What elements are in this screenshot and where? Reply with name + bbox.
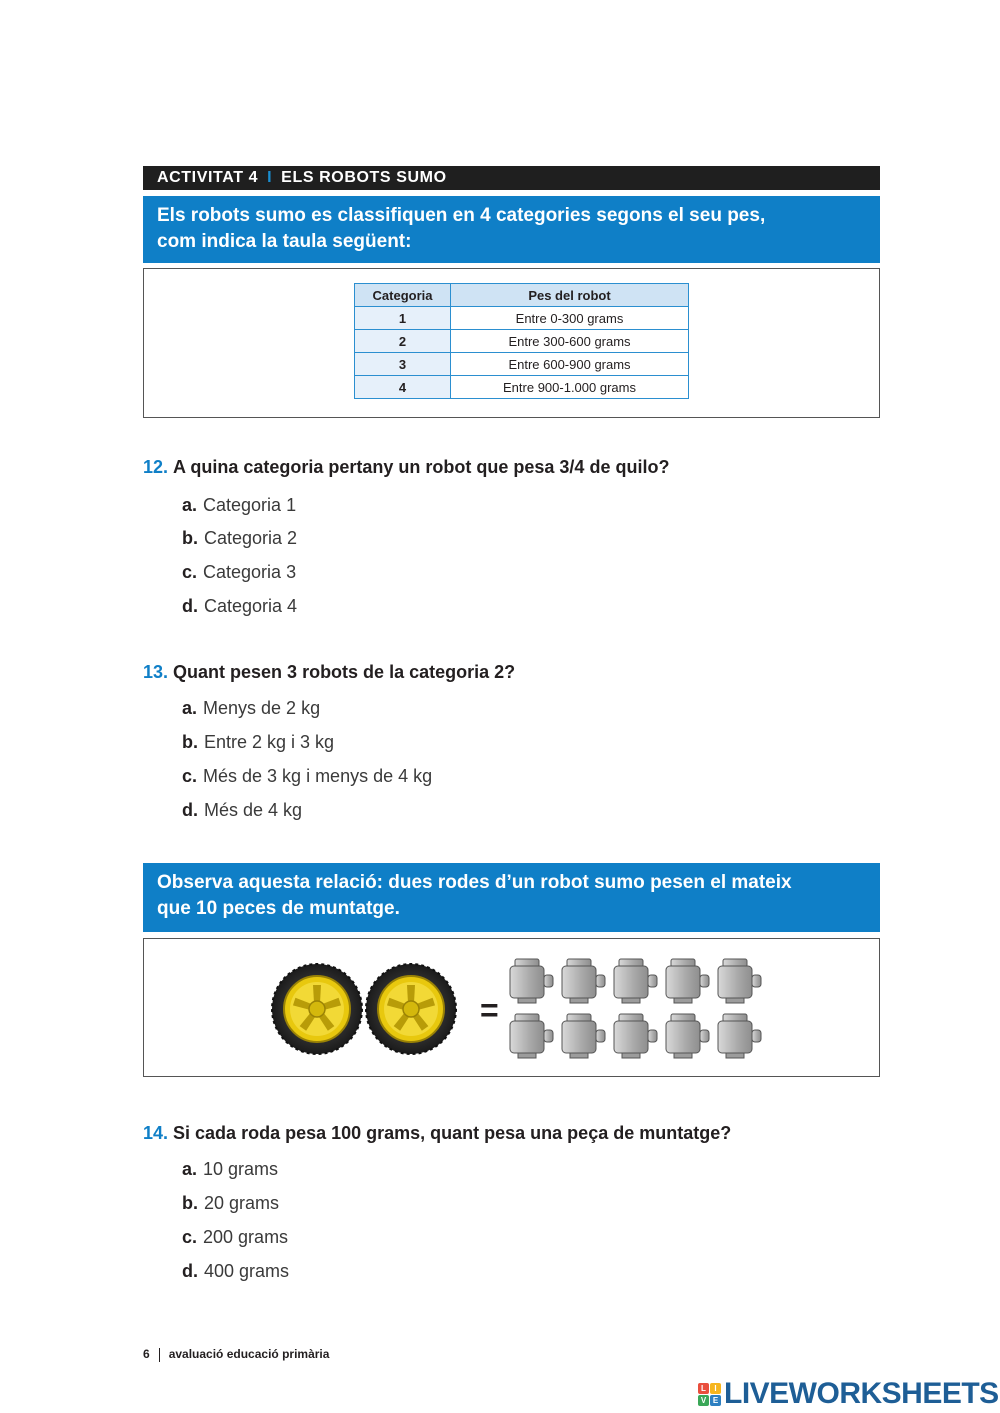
option-text: Entre 2 kg i 3 kg [204, 732, 335, 752]
table-row [355, 353, 689, 376]
option-text: Més de 4 kg [204, 800, 303, 820]
table-header-category: Categoria [355, 284, 451, 307]
logo-block: I [710, 1383, 721, 1394]
option-letter: c. [182, 562, 198, 582]
table-cell-category: 2 [355, 330, 451, 353]
wheel-icon [272, 964, 362, 1054]
question-text: A quina categoria pertany un robot que pesa 3/4 de quilo? [173, 457, 670, 477]
table-cell-category: 3 [355, 353, 451, 376]
table-row [355, 376, 689, 399]
option-letter: b. [182, 528, 198, 548]
assembly-piece-icon [562, 1014, 605, 1058]
option-letter: d. [182, 800, 198, 820]
question-text: Quant pesen 3 robots de la categoria 2? [173, 662, 516, 682]
assembly-piece-icon [510, 1014, 553, 1058]
table-cell-weight: Entre 0-300 grams [451, 307, 689, 330]
option-text: 200 grams [203, 1227, 289, 1247]
assembly-piece-icon [666, 959, 709, 1003]
option-14-c[interactable] [182, 1226, 288, 1248]
table-row [355, 307, 689, 330]
weight-category-table [354, 283, 689, 399]
assembly-piece-icon [718, 959, 761, 1003]
logo-blocks-icon [698, 1383, 721, 1406]
option-12-c[interactable] [182, 561, 296, 583]
logo-text: LIVEWORKSHEETS [724, 1377, 999, 1410]
table-cell-weight: Entre 300-600 grams [451, 330, 689, 353]
table-cell-category: 1 [355, 307, 451, 330]
wheels-pieces-illustration [144, 939, 879, 1076]
option-14-b[interactable] [182, 1192, 279, 1214]
table-cell-weight: Entre 600-900 grams [451, 353, 689, 376]
option-text: 400 grams [204, 1261, 290, 1281]
option-13-a[interactable] [182, 697, 320, 719]
footer-divider [159, 1348, 160, 1362]
option-text: 20 grams [204, 1193, 280, 1213]
option-letter: a. [182, 1159, 198, 1179]
relation-line-2: que 10 peces de muntatge. [157, 898, 400, 919]
question-number: 14. [143, 1123, 169, 1143]
option-14-d[interactable] [182, 1260, 289, 1282]
option-12-b[interactable] [182, 527, 297, 549]
option-letter: a. [182, 495, 198, 515]
question-14 [143, 1122, 731, 1144]
activity-label: ACTIVITAT 4 [157, 169, 259, 186]
option-13-c[interactable] [182, 765, 432, 787]
assembly-piece-icon [614, 959, 657, 1003]
option-letter: b. [182, 1193, 198, 1213]
question-number: 13. [143, 662, 169, 682]
assembly-piece-icon [666, 1014, 709, 1058]
option-12-a[interactable] [182, 494, 296, 516]
logo-block: L [698, 1383, 709, 1394]
option-letter: c. [182, 766, 198, 786]
relation-banner [143, 863, 880, 932]
equals-sign: = [480, 992, 499, 1028]
question-text: Si cada roda pesa 100 grams, quant pesa una peça de muntatge? [173, 1123, 732, 1143]
equation-frame [143, 938, 880, 1077]
option-text: Categoria 4 [204, 596, 298, 616]
option-12-d[interactable] [182, 595, 297, 617]
option-letter: b. [182, 732, 198, 752]
activity-separator: I [267, 169, 273, 186]
liveworksheets-logo [698, 1378, 999, 1410]
page-number: 6 [143, 1347, 150, 1361]
page-footer [143, 1347, 329, 1362]
question-number: 12. [143, 457, 169, 477]
option-letter: a. [182, 698, 198, 718]
assembly-piece-icon [718, 1014, 761, 1058]
relation-line-1: Observa aquesta relació: dues rodes d’un robot sumo pesen el mateix [157, 872, 792, 893]
option-text: Menys de 2 kg [203, 698, 321, 718]
option-14-a[interactable] [182, 1158, 278, 1180]
activity-title: ELS ROBOTS SUMO [281, 169, 447, 186]
table-row [355, 330, 689, 353]
intro-banner [143, 196, 880, 263]
option-text: Categoria 3 [203, 562, 297, 582]
option-13-d[interactable] [182, 799, 302, 821]
logo-block: E [710, 1395, 721, 1406]
pieces-group [510, 959, 761, 1058]
question-12 [143, 456, 669, 478]
question-13 [143, 661, 515, 683]
wheel-icon [366, 964, 456, 1054]
option-letter: c. [182, 1227, 198, 1247]
assembly-piece-icon [562, 959, 605, 1003]
table-header-weight: Pes del robot [451, 284, 689, 307]
option-13-b[interactable] [182, 731, 334, 753]
table-cell-category: 4 [355, 376, 451, 399]
weight-table-frame [143, 268, 880, 418]
option-text: 10 grams [203, 1159, 279, 1179]
table-cell-weight: Entre 900-1.000 grams [451, 376, 689, 399]
option-text: Categoria 1 [203, 495, 297, 515]
option-letter: d. [182, 596, 198, 616]
logo-block: V [698, 1395, 709, 1406]
option-text: Més de 3 kg i menys de 4 kg [203, 766, 433, 786]
assembly-piece-icon [510, 959, 553, 1003]
option-letter: d. [182, 1261, 198, 1281]
intro-line-1: Els robots sumo es classifiquen en 4 categories segons el seu pes, [157, 205, 766, 226]
option-text: Categoria 2 [204, 528, 298, 548]
assembly-piece-icon [614, 1014, 657, 1058]
publication-name: avaluació educació primària [168, 1347, 330, 1361]
activity-header [143, 166, 880, 190]
intro-line-2: com indica la taula següent: [157, 231, 412, 252]
